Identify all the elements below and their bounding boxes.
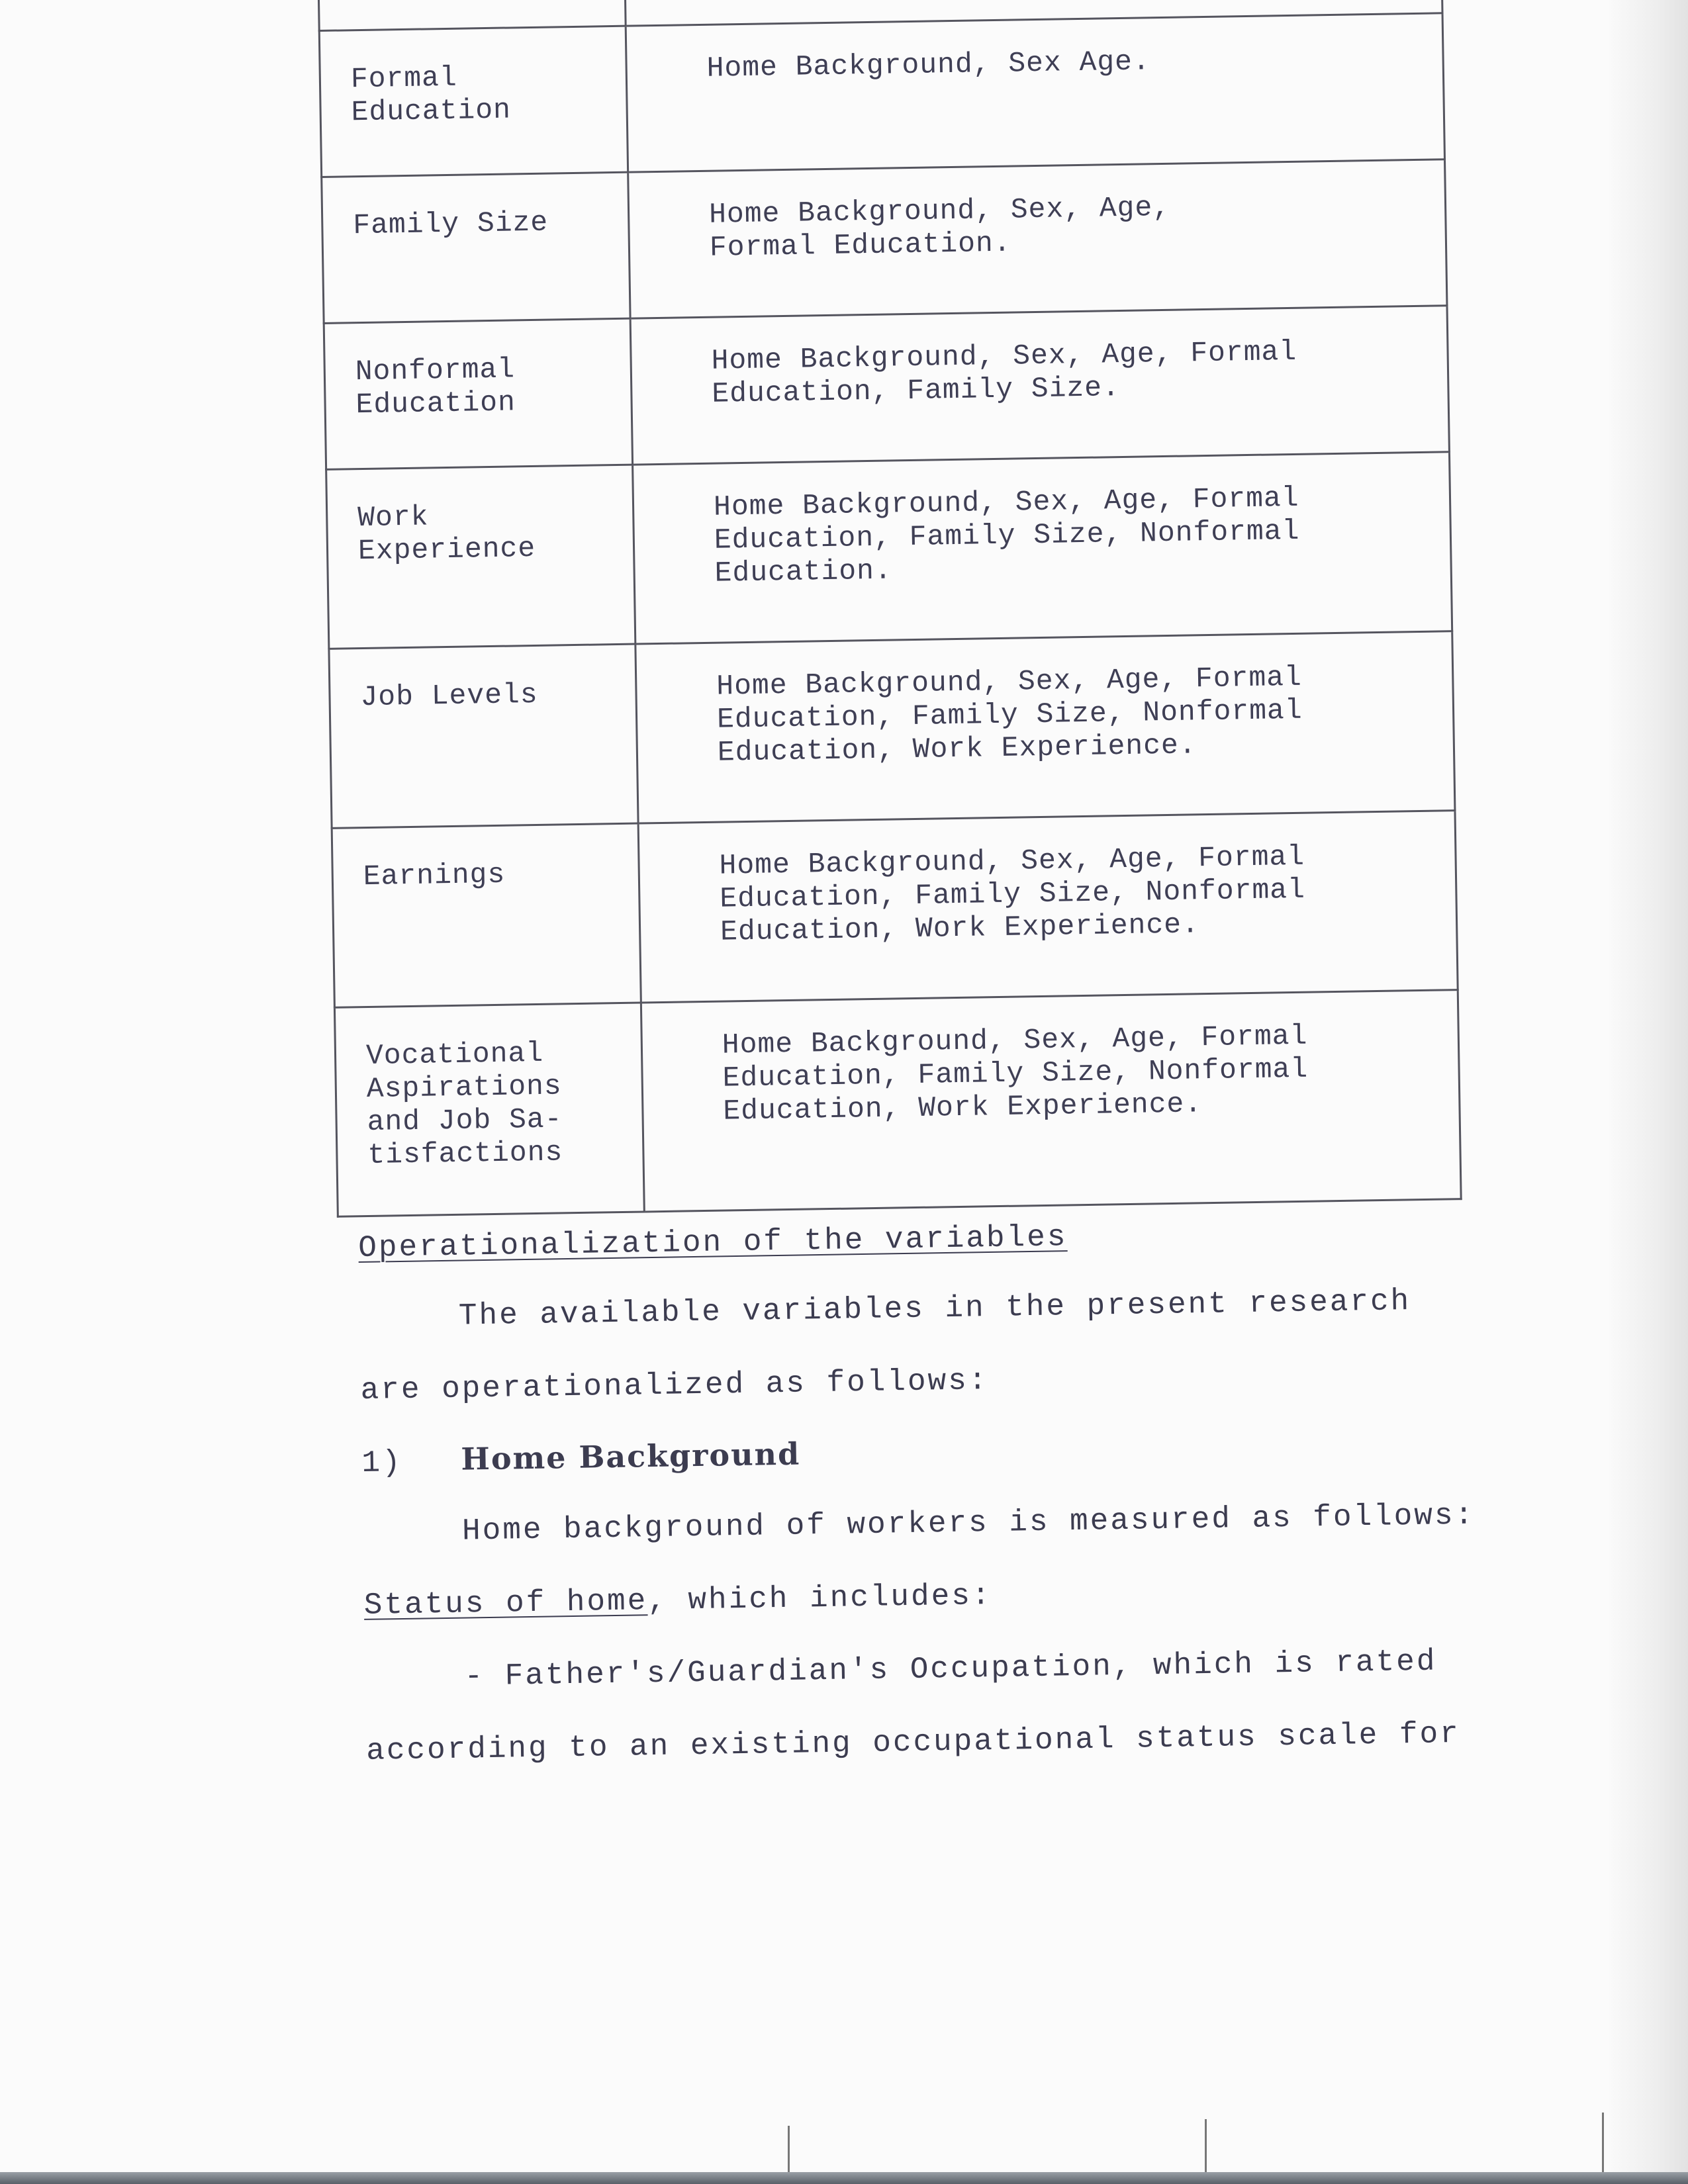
table-row <box>329 631 1455 829</box>
variable-cell <box>319 26 628 177</box>
depends-on-cell <box>633 452 1452 644</box>
status-label: Status of home <box>363 1584 648 1623</box>
depends-on-text: Home Background, Sex, Age, Formal Education, Family Size, Nonformal Education, Work Experience. <box>719 840 1306 948</box>
status-line <box>363 1578 992 1623</box>
variable-cell <box>329 644 638 828</box>
variable-cell <box>326 465 635 649</box>
variable-name: Job Levels <box>360 678 538 714</box>
item-title: Home Background <box>460 1435 801 1477</box>
intro-line-2: are operationalized as follows: <box>360 1363 989 1408</box>
item-number: 1) <box>361 1445 403 1480</box>
depends-on-cell <box>628 159 1447 318</box>
table-row <box>319 13 1444 177</box>
depends-on-cell <box>638 811 1458 1003</box>
scan-bottom-edge <box>0 2172 1688 2184</box>
depends-on-text: Home Background, Sex, Age, Formal Education, Family Size, Nonformal Education, Work Experience. <box>722 1019 1309 1128</box>
depends-on-text: Home Background, Sex, Age, Formal Education, Family Size. <box>711 335 1297 410</box>
occupation-line-2: according to an existing occupational status scale for <box>365 1716 1461 1768</box>
table-row <box>334 990 1461 1217</box>
depends-on-cell <box>626 13 1444 172</box>
variable-name: Work Experience <box>357 500 536 568</box>
variable-name: Nonformal Education <box>355 353 516 422</box>
variable-cell <box>332 823 641 1007</box>
depends-on-text: Home Background, Sex, Age, Formal Education. <box>708 191 1171 264</box>
depends-on-text: Home Background, Sex, Age, Formal Education, Family Size, Nonformal Education, Work Experience. <box>716 660 1303 769</box>
scan-mark <box>788 2126 790 2172</box>
variables-table-wrapper <box>318 0 1462 1218</box>
section-heading: Operationalization of the variables <box>357 1220 1068 1265</box>
page-edge-shadow <box>1609 0 1688 2184</box>
variable-name: Vocational Aspirations and Job Sa- tisfactions <box>365 1036 563 1172</box>
occupation-line-1: - Father's/Guardian's Occupation, which is rated <box>464 1644 1437 1694</box>
variable-cell <box>322 172 630 323</box>
intro-line-1: The available variables in the present research <box>458 1284 1411 1334</box>
status-rest: , which includes: <box>647 1578 992 1619</box>
measure-line: Home background of workers is measured as follows: <box>461 1498 1476 1549</box>
variable-name: Family Size <box>352 206 549 242</box>
depends-on-text: Home Background, Sex, Age, Formal Education, Family Size, Nonformal Education. <box>713 481 1300 590</box>
depends-on-cell <box>641 990 1461 1212</box>
depends-on-cell <box>630 306 1449 465</box>
variable-cell <box>334 1003 644 1216</box>
scan-mark <box>1602 2113 1604 2172</box>
variables-table <box>318 0 1462 1218</box>
table-row <box>326 452 1452 649</box>
variable-cell <box>324 318 632 469</box>
scan-mark <box>1205 2119 1207 2172</box>
variable-name: Earnings <box>363 858 506 893</box>
depends-on-cell <box>635 631 1455 823</box>
depends-on-text: Home Background, Sex Age. <box>706 45 1151 85</box>
table-row <box>332 811 1458 1008</box>
variable-name: Formal Education <box>350 61 512 129</box>
table-row <box>322 159 1447 324</box>
table-row <box>324 306 1449 470</box>
